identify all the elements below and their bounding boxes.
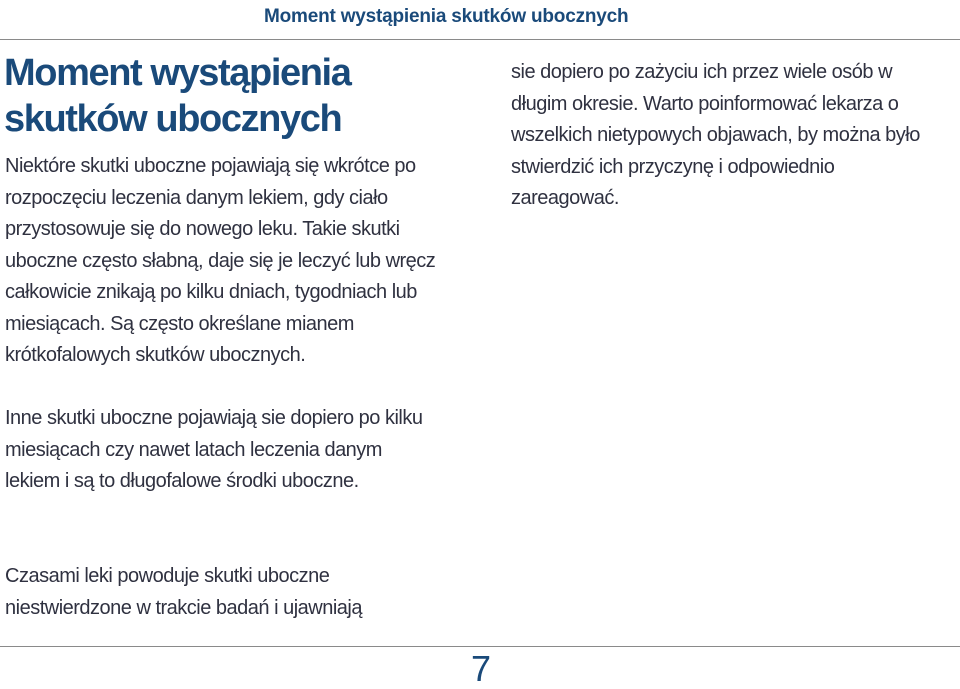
paragraph-undetected-effects-start: Czasami leki powoduje skutki uboczne niestwierdzone w trakcie badań i ujawniają [5,565,362,619]
page-title: Moment wystąpienia skutków ubocznych [4,52,351,140]
bottom-divider [0,646,960,647]
paragraph-undetected-effects-continued: sie dopiero po zażyciu ich przez wiele osób w długim okresie. Warto poinformować lekarza o wszelkich nietypowych objawach, by można było stwierdzić ich przyczynę i odpowiednio zareagować. [511,61,920,209]
paragraph-long-term-effects: Inne skutki uboczne pojawiają sie dopiero po kilku miesiącach czy nawet latach leczenia danym lekiem i są to długofalowe środki uboczne. [5,407,423,492]
paragraph-short-term-effects: Niektóre skutki uboczne pojawiają się wkrótce po rozpoczęciu leczenia danym lekiem, gdy ciało przystosowuje się do nowego leku. Takie skutki uboczne często słabną, daje się je leczyć lub wręcz całkowicie znikają po kilku dniach, tygodniach lub miesiącach. Są często określane mianem krótkofalowych skutków ubocznych. [5,155,436,366]
page-number: 7 [471,648,492,689]
running-header: Moment wystąpienia skutków ubocznych [264,6,629,27]
top-divider [0,39,960,40]
